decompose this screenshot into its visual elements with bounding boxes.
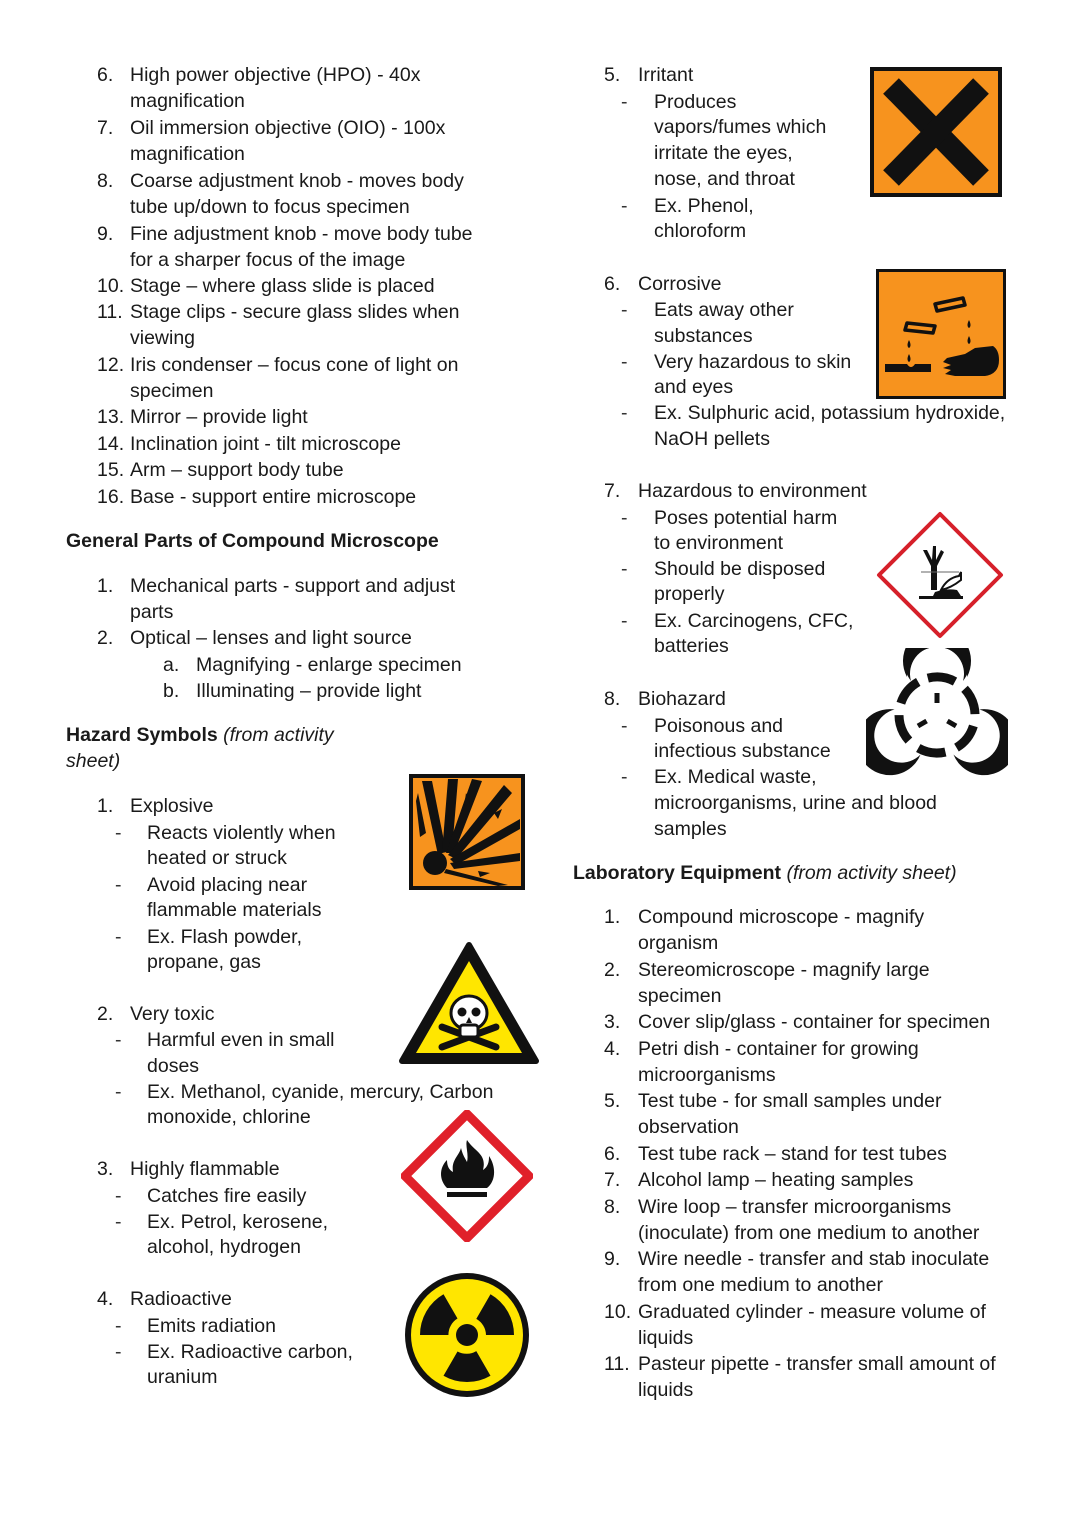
list-number: 16. (97, 486, 125, 508)
list-number: 11. (97, 301, 123, 323)
list-number: 6. (97, 64, 114, 86)
bullet-text: Very hazardous to skin (654, 351, 852, 373)
list-item-text: viewing (130, 327, 196, 349)
bullet-text: and eyes (654, 376, 734, 398)
section-heading: General Parts of Compound Microscope (66, 530, 439, 552)
irritant-x-icon (869, 66, 1003, 198)
list-item-text: tube up/down to focus specimen (130, 196, 410, 218)
bullet-text: Poses potential harm (654, 507, 838, 529)
bullet-dash: - (621, 610, 628, 632)
environment-hazard-icon (875, 510, 1005, 640)
list-item-text: Base - support entire microscope (130, 486, 417, 508)
bullet-dash: - (115, 822, 122, 844)
list-item-text: Stage clips - secure glass slides when (130, 301, 460, 323)
list-number: 6. (604, 1143, 621, 1165)
bullet-dash: - (115, 874, 122, 896)
list-number: 6. (604, 273, 621, 295)
bullet-text: Should be disposed (654, 558, 826, 580)
list-number: 13. (97, 406, 125, 428)
list-number: 1. (604, 906, 621, 928)
bullet-text: vapors/fumes which (654, 116, 827, 138)
list-number: 9. (604, 1248, 621, 1270)
list-number: 2. (97, 1003, 114, 1025)
bullet-dash: - (621, 766, 628, 788)
bullet-dash: - (115, 1341, 122, 1363)
list-item-text: Fine adjustment knob - move body tube (130, 223, 473, 245)
radiation-icon (402, 1270, 532, 1400)
sublist-item-text: Magnifying - enlarge specimen (196, 654, 462, 676)
section-heading (573, 860, 957, 886)
list-item-text: Iris condenser – focus cone of light on (130, 354, 459, 376)
hazard-name: Radioactive (130, 1288, 232, 1310)
bullet-text: monoxide, chlorine (147, 1106, 311, 1128)
list-item-text: specimen (638, 985, 722, 1007)
list-number: 4. (97, 1288, 114, 1310)
bullet-text: Harmful even in small (147, 1029, 335, 1051)
list-item-text: Arm – support body tube (130, 459, 344, 481)
list-item-text: High power objective (HPO) - 40x (130, 64, 421, 86)
list-item-text: Wire loop – transfer microorganisms (638, 1196, 952, 1218)
bullet-text: Reacts violently when (147, 822, 336, 844)
bullet-text: properly (654, 583, 725, 605)
hazard-name: Highly flammable (130, 1158, 280, 1180)
bullet-text: Produces (654, 91, 737, 113)
list-number: 11. (604, 1353, 630, 1375)
heading-bold: Hazard Symbols (66, 724, 218, 746)
list-number: 12. (97, 354, 125, 376)
list-number: 1. (97, 575, 114, 597)
list-item-text: observation (638, 1116, 739, 1138)
list-number: 1. (97, 795, 114, 817)
list-item-text: Optical – lenses and light source (130, 627, 412, 649)
biohazard-icon (866, 648, 1008, 782)
bullet-text: to environment (654, 532, 783, 554)
heading-italic: (from activity (223, 724, 334, 746)
bullet-text: Eats away other (654, 299, 794, 321)
bullet-text: uranium (147, 1366, 218, 1388)
list-number: 10. (604, 1301, 632, 1323)
hazard-name: Very toxic (130, 1003, 215, 1025)
flame-icon (401, 1110, 533, 1242)
list-item-text: magnification (130, 90, 245, 112)
bullet-dash: - (115, 1211, 122, 1233)
list-number: 10. (97, 275, 125, 297)
list-number: 14. (97, 433, 125, 455)
bullet-text: Ex. Radioactive carbon, (147, 1341, 353, 1363)
bullet-text: microorganisms, urine and blood (654, 792, 937, 814)
bullet-text: Catches fire easily (147, 1185, 307, 1207)
list-item-text: magnification (130, 143, 245, 165)
section-heading-continued (66, 748, 120, 774)
list-item-text: Coarse adjustment knob - moves body (130, 170, 464, 192)
skull-crossbones-icon (398, 941, 540, 1065)
hazard-name: Hazardous to environment (638, 480, 867, 502)
bullet-dash: - (115, 1081, 122, 1103)
bullet-text: flammable materials (147, 899, 322, 921)
list-item-text: liquids (638, 1379, 694, 1401)
bullet-text: Ex. Petrol, kerosene, (147, 1211, 329, 1233)
bullet-text: irritate the eyes, (654, 142, 793, 164)
list-number: 8. (604, 688, 621, 710)
bullet-dash: - (621, 299, 628, 321)
list-number: 2. (604, 959, 621, 981)
list-number: 5. (604, 64, 621, 86)
bullet-dash: - (621, 402, 628, 424)
bullet-text: doses (147, 1055, 200, 1077)
list-item-text: Wire needle - transfer and stab inoculate (638, 1248, 990, 1270)
bullet-dash: - (621, 195, 628, 217)
list-number: 8. (97, 170, 114, 192)
list-item-text: Oil immersion objective (OIO) - 100x (130, 117, 446, 139)
list-number: 4. (604, 1038, 621, 1060)
list-item-text: Mirror – provide light (130, 406, 308, 428)
bullet-text: heated or struck (147, 847, 287, 869)
corrosive-icon (875, 268, 1007, 400)
list-item-text: parts (130, 601, 174, 623)
bullet-dash: - (621, 558, 628, 580)
hazard-name: Explosive (130, 795, 214, 817)
bullet-text: Ex. Phenol, (654, 195, 754, 217)
bullet-text: Ex. Sulphuric acid, potassium hydroxide, (654, 402, 1006, 424)
list-number: 2. (97, 627, 114, 649)
bullet-text: Emits radiation (147, 1315, 276, 1337)
hazard-name: Biohazard (638, 688, 726, 710)
bullet-text: Avoid placing near (147, 874, 308, 896)
sublist-letter: b. (163, 680, 180, 702)
list-item-text: Cover slip/glass - container for specimen (638, 1011, 991, 1033)
bullet-dash: - (621, 507, 628, 529)
list-number: 8. (604, 1196, 621, 1218)
bullet-text: substances (654, 325, 753, 347)
list-item-text: Inclination joint - tilt microscope (130, 433, 401, 455)
bullet-text: chloroform (654, 220, 747, 242)
bullet-text: infectious substance (654, 740, 831, 762)
bullet-dash: - (115, 1185, 122, 1207)
list-number: 7. (604, 480, 621, 502)
list-item-text: Stereomicroscope - magnify large (638, 959, 930, 981)
sublist-item-text: Illuminating – provide light (196, 680, 422, 702)
list-number: 5. (604, 1090, 621, 1112)
list-number: 7. (604, 1169, 621, 1191)
bullet-text: Ex. Medical waste, (654, 766, 817, 788)
bullet-text: Ex. Carcinogens, CFC, (654, 610, 854, 632)
list-item-text: Compound microscope - magnify (638, 906, 925, 928)
bullet-text: Ex. Methanol, cyanide, mercury, Carbon (147, 1081, 494, 1103)
bullet-text: Poisonous and (654, 715, 784, 737)
list-item-text: specimen (130, 380, 214, 402)
list-number: 3. (97, 1158, 114, 1180)
bullet-dash: - (621, 91, 628, 113)
bullet-text: propane, gas (147, 951, 261, 973)
heading-bold: Laboratory Equipment (573, 862, 782, 884)
heading-italic: sheet) (66, 750, 121, 772)
heading-italic: (from activity sheet) (786, 862, 957, 884)
list-item-text: organism (638, 932, 719, 954)
bullet-dash: - (115, 1029, 122, 1051)
bullet-text: batteries (654, 635, 729, 657)
bullet-text: samples (654, 818, 727, 840)
bullet-text: NaOH pellets (654, 428, 770, 450)
list-number: 7. (97, 117, 114, 139)
bullet-text: nose, and throat (654, 168, 795, 190)
list-item-text: microorganisms (638, 1064, 776, 1086)
bullet-dash: - (621, 715, 628, 737)
list-item-text: Mechanical parts - support and adjust (130, 575, 456, 597)
bullet-dash: - (621, 351, 628, 373)
list-item-text: for a sharper focus of the image (130, 249, 406, 271)
list-item-text: Petri dish - container for growing (638, 1038, 919, 1060)
explosive-icon (408, 773, 526, 893)
list-number: 15. (97, 459, 125, 481)
list-number: 9. (97, 223, 114, 245)
bullet-dash: - (115, 1315, 122, 1337)
section-heading (66, 722, 334, 748)
list-item-text: from one medium to another (638, 1274, 883, 1296)
bullet-text: alcohol, hydrogen (147, 1236, 301, 1258)
list-item-text: Stage – where glass slide is placed (130, 275, 435, 297)
list-item-text: Pasteur pipette - transfer small amount of (638, 1353, 996, 1375)
list-item-text: Alcohol lamp – heating samples (638, 1169, 914, 1191)
list-item-text: Graduated cylinder - measure volume of (638, 1301, 986, 1323)
bullet-text: Ex. Flash powder, (147, 926, 302, 948)
list-item-text: Test tube - for small samples under (638, 1090, 942, 1112)
hazard-name: Corrosive (638, 273, 722, 295)
bullet-dash: - (115, 926, 122, 948)
list-item-text: (inoculate) from one medium to another (638, 1222, 980, 1244)
list-item-text: liquids (638, 1327, 694, 1349)
sublist-letter: a. (163, 654, 180, 676)
list-item-text: Test tube rack – stand for test tubes (638, 1143, 947, 1165)
hazard-name: Irritant (638, 64, 694, 86)
list-number: 3. (604, 1011, 621, 1033)
